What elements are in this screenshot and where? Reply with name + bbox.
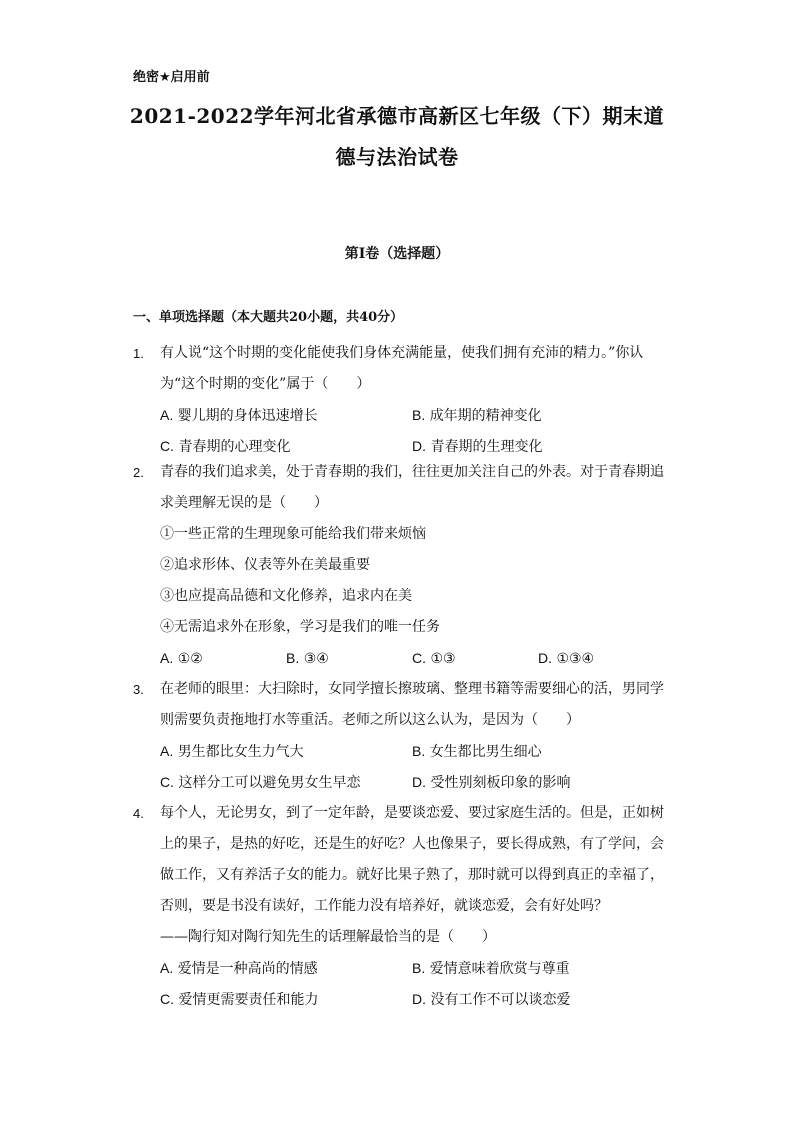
question-number: 4. [133, 806, 144, 821]
option-c[interactable]: C. 这样分工可以避免男女生早恋 [160, 774, 361, 791]
statement-2: ②追求形体、仪表等外在美最重要 [160, 557, 370, 573]
question-stem-line: 每个人，无论男女，到了一定年龄，是要谈恋爱、要过家庭生活的。但是，正如树 [160, 805, 664, 821]
statement-1: ①一些正常的生理现象可能给我们带来烦恼 [160, 526, 426, 542]
secret-label: 绝密★启用前 [133, 70, 210, 85]
question-number: 2. [133, 465, 144, 480]
question-stem-line: 做工作，又有养活子女的能力。就好比果子熟了，那时就可以得到真正的幸福了， [160, 867, 664, 883]
part-title: 第I卷（选择题） [344, 246, 450, 262]
question-stem-line: 青春的我们追求美，处于青春期的我们，往往更加关注自己的外表。对于青春期追 [160, 464, 664, 480]
option-c[interactable]: C. 青春期的心理变化 [160, 438, 291, 455]
question-number: 3. [133, 682, 144, 697]
option-b[interactable]: B. 成年期的精神变化 [412, 407, 542, 424]
question-stem-line: 有人说“这个时期的变化能使我们身体充满能量，使我们拥有充沛的精力。”你认 [160, 345, 644, 361]
option-d[interactable]: D. 青春期的生理变化 [412, 438, 543, 455]
option-row [160, 953, 673, 984]
option-c[interactable]: C. ①③ [412, 650, 456, 667]
question-4 [133, 798, 673, 1015]
exam-title-line-2: 德与法治试卷 [335, 145, 459, 169]
section-title: 一、单项选择题（本大题共20小题，共40分） [133, 310, 404, 325]
question-number: 1. [133, 346, 144, 361]
question-stem-line: 在老师的眼里：大扫除时，女同学擅长擦玻璃、整理书籍等需要细心的活，男同学 [160, 681, 664, 697]
option-row [160, 736, 673, 767]
option-b[interactable]: B. 女生都比男生细心 [412, 743, 542, 760]
question-stem-line: 否则，要是书没有读好，工作能力没有培养好，就谈恋爱，会有好处吗？ [160, 898, 608, 914]
option-a[interactable]: A. 婴儿期的身体迅速增长 [160, 407, 318, 424]
option-d[interactable]: D. ①③④ [538, 650, 595, 667]
option-a[interactable]: A. 爱情是一种高尚的情感 [160, 960, 318, 977]
option-row [160, 767, 673, 798]
question-3 [133, 674, 673, 798]
option-a[interactable]: A. 男生都比女生力气大 [160, 743, 304, 760]
option-d[interactable]: D. 受性别刻板印象的影响 [412, 774, 571, 791]
question-1 [133, 338, 673, 462]
question-stem-line: 求美理解无误的是（ ） [160, 495, 328, 511]
option-a[interactable]: A. ①② [160, 650, 203, 667]
option-d[interactable]: D. 没有工作不可以谈恋爱 [412, 991, 571, 1008]
option-c[interactable]: C. 爱情更需要责任和能力 [160, 991, 319, 1008]
question-stem-line: 上的果子，是热的好吃，还是生的好吃？人也像果子，要长得成熟，有了学问，会 [160, 836, 664, 852]
statement-3: ③也应提高品德和文化修养，追求内在美 [160, 588, 412, 604]
option-row [160, 400, 673, 431]
exam-title-line-1: 2021-2022学年河北省承德市高新区七年级（下）期末道 [129, 104, 665, 128]
option-b[interactable]: B. ③④ [286, 650, 329, 667]
question-2 [133, 457, 673, 674]
statement-4: ④无需追求外在形象，学习是我们的唯一任务 [160, 619, 440, 635]
option-b[interactable]: B. 爱情意味着欣赏与尊重 [412, 960, 570, 977]
option-row [160, 643, 673, 674]
question-stem-line: ——陶行知对陶行知先生的话理解最恰当的是（ ） [160, 929, 496, 945]
question-stem-line: 则需要负责拖地打水等重活。老师之所以这么认为，是因为（ ） [160, 712, 580, 728]
question-stem-line: 为“这个时期的变化”属于（ ） [160, 376, 371, 392]
option-row [160, 984, 673, 1015]
